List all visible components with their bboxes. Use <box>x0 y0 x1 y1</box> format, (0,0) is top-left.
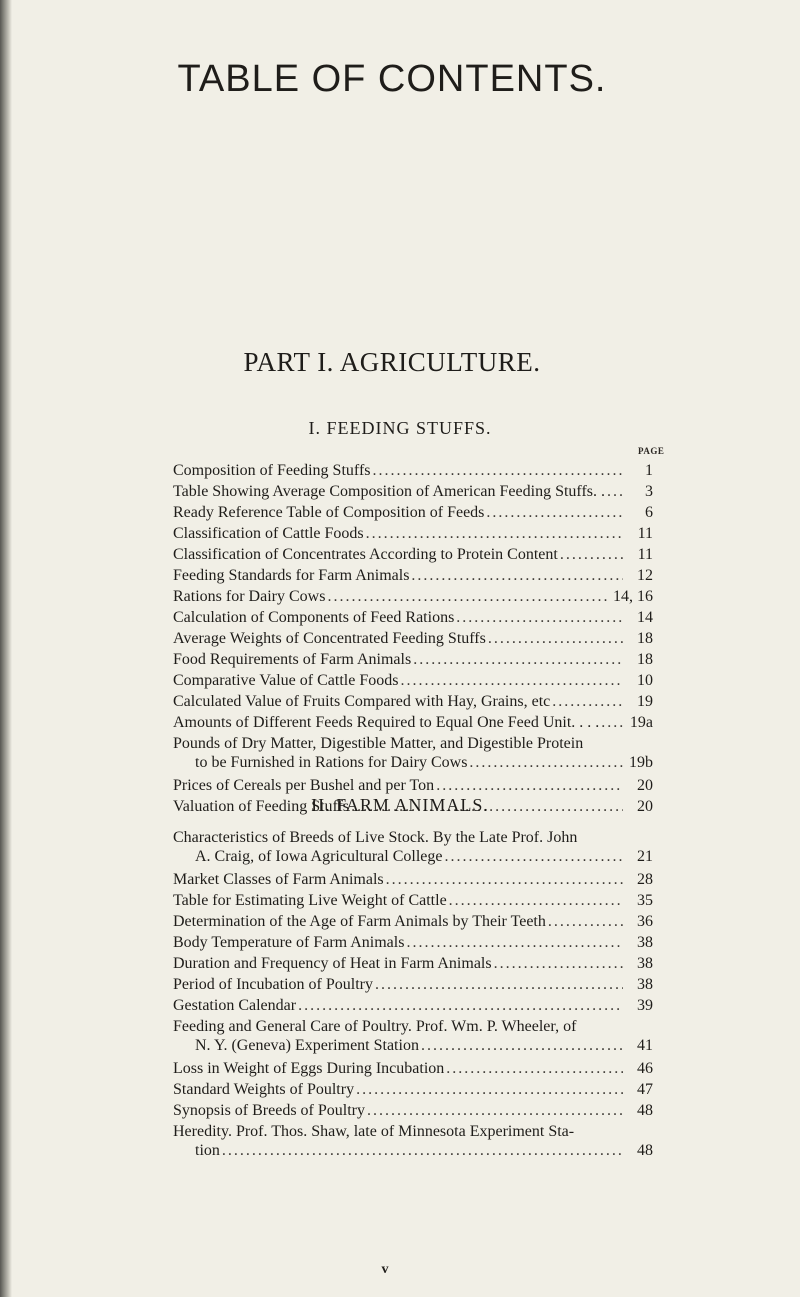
toc-entry <box>173 566 653 585</box>
dot-leader <box>449 891 623 910</box>
toc-entry-title: Heredity. Prof. Thos. Shaw, late of Minnesota Experiment Sta- <box>173 1123 575 1140</box>
toc-entry-title: Standard Weights of Poultry <box>173 1081 355 1098</box>
toc-entry-title: Comparative Value of Cattle Foods <box>173 672 399 689</box>
toc-entry-title: Period of Incubation of Poultry <box>173 976 373 993</box>
toc-entry-title-continued: to be Furnished in Rations for Dairy Cows <box>195 754 468 771</box>
dot-leader <box>367 1101 623 1120</box>
toc-entry-page: 38 <box>637 934 653 951</box>
toc-entry-title: Composition of Feeding Stuffs <box>173 462 371 479</box>
toc-entry-title: Valuation of Feeding Stuffs <box>173 798 350 815</box>
toc-entry <box>173 629 653 648</box>
dot-leader <box>386 870 623 889</box>
toc-entry-page: 3 <box>645 483 653 500</box>
toc-entry <box>173 776 653 795</box>
dot-leader <box>373 461 624 480</box>
toc-entry-title: Market Classes of Farm Animals <box>173 871 384 888</box>
toc-entry-page: 11 <box>637 546 653 563</box>
dot-leader <box>607 482 623 501</box>
toc-entry-page: 14, 16 <box>613 588 653 605</box>
page-number: v <box>381 1262 389 1277</box>
toc-entry <box>173 524 653 543</box>
binding-edge <box>0 0 12 1297</box>
toc-entry-page: 38 <box>637 976 653 993</box>
dot-leader <box>421 1036 623 1055</box>
toc-entry-title: Feeding and General Care of Poultry. Prof. Wm. P. Wheeler, of <box>173 1018 577 1035</box>
toc-entry <box>173 1080 653 1099</box>
toc-entry-title-continued: A. Craig, of Iowa Agricultural College <box>195 848 443 865</box>
toc-entry-title: Table Showing Average Composition of American Feeding Stuffs. . <box>173 483 606 500</box>
toc-entry-title: Amounts of Different Feeds Required to Equal One Feed Unit. . . . <box>173 714 600 731</box>
dot-leader <box>488 629 623 648</box>
toc-entry <box>173 1101 653 1120</box>
dot-leader <box>548 912 623 931</box>
toc-entry-page: 38 <box>637 955 653 972</box>
toc-entry-title: Synopsis of Breeds of Poultry <box>173 1102 365 1119</box>
toc-entry-page: 1 <box>645 462 653 479</box>
toc-entry <box>173 1122 653 1160</box>
dot-leader <box>436 776 623 795</box>
toc-entry-page: 11 <box>637 525 653 542</box>
dot-leader <box>356 1080 623 1099</box>
toc-entry <box>173 1017 653 1055</box>
dot-leader <box>446 1059 623 1078</box>
toc-entry-page: 18 <box>637 630 653 647</box>
toc-entry-page: 12 <box>637 567 653 584</box>
toc-entry-title: Loss in Weight of Eggs During Incubation <box>173 1060 445 1077</box>
section-heading-farm-animals: II. FARM ANIMALS. <box>311 795 489 815</box>
dot-leader <box>327 587 609 606</box>
part-heading: PART I. AGRICULTURE. <box>243 347 541 377</box>
toc-entry-title: Characteristics of Breeds of Live Stock. By the Late Prof. John <box>173 829 578 846</box>
toc-entry-title: Rations for Dairy Cows <box>173 588 326 605</box>
toc-entry-title: Ready Reference Table of Composition of Feeds <box>173 504 485 521</box>
dot-leader <box>411 566 623 585</box>
toc-entry-page: 6 <box>645 504 653 521</box>
toc-entry <box>173 545 653 564</box>
toc-entry-page: 41 <box>637 1037 653 1054</box>
toc-entry-title: Prices of Cereals per Bushel and per Ton <box>173 777 435 794</box>
toc-entry-title: Calculation of Components of Feed Rations <box>173 609 455 626</box>
page-column-label: PAGE <box>638 446 665 456</box>
toc-entry-page: 21 <box>637 848 653 865</box>
toc-entry-page: 48 <box>637 1102 653 1119</box>
toc-entry-page: 18 <box>637 651 653 668</box>
toc-entry-title: Determination of the Age of Farm Animals by Their Teeth <box>173 913 546 930</box>
dot-leader <box>560 545 623 564</box>
toc-entry-title: Duration and Frequency of Heat in Farm Animals <box>173 955 492 972</box>
dot-leader <box>486 503 623 522</box>
dot-leader <box>413 650 623 669</box>
toc-entry <box>173 933 653 952</box>
dot-leader <box>400 671 623 690</box>
toc-entry-page: 19b <box>629 754 653 771</box>
toc-entry-page: 10 <box>637 672 653 689</box>
dot-leader <box>222 1141 623 1160</box>
toc-entry <box>173 912 653 931</box>
toc-entry <box>173 671 653 690</box>
toc-entry <box>173 461 653 480</box>
toc-entry-title: Pounds of Dry Matter, Digestible Matter, and Digestible Protein <box>173 735 584 752</box>
toc-entry <box>173 1059 653 1078</box>
toc-entry <box>173 608 653 627</box>
section-heading-feeding-stuffs: I. FEEDING STUFFS. <box>308 418 492 438</box>
toc-entry <box>173 828 653 866</box>
dot-leader <box>469 753 623 772</box>
page-title: TABLE OF CONTENTS. <box>177 58 607 100</box>
dot-leader <box>456 608 623 627</box>
toc-entry-page: 28 <box>637 871 653 888</box>
toc-entry-page: 20 <box>637 798 653 815</box>
dot-leader <box>494 954 623 973</box>
toc-entry <box>173 713 653 732</box>
toc-entry <box>173 587 653 606</box>
toc-entry-title: Calculated Value of Fruits Compared with Hay, Grains, etc <box>173 693 551 710</box>
toc-entry-title-continued: tion <box>195 1142 220 1159</box>
dot-leader <box>366 524 623 543</box>
dot-leader <box>445 847 624 866</box>
dot-leader <box>406 933 623 952</box>
toc-entry <box>173 891 653 910</box>
toc-entry <box>173 692 653 711</box>
toc-entry <box>173 734 653 772</box>
toc-entry-page: 39 <box>637 997 653 1014</box>
toc-entry-title: Body Temperature of Farm Animals <box>173 934 405 951</box>
toc-entry <box>173 996 653 1015</box>
toc-entry-page: 46 <box>637 1060 653 1077</box>
toc-entry-page: 19 <box>637 693 653 710</box>
toc-entry <box>173 650 653 669</box>
toc-entry-title: Classification of Cattle Foods <box>173 525 364 542</box>
dot-leader <box>298 996 623 1015</box>
toc-entry <box>173 870 653 889</box>
toc-entry-page: 14 <box>637 609 653 626</box>
toc-entry-title: Classification of Concentrates According to Protein Content <box>173 546 558 563</box>
dot-leader <box>375 975 623 994</box>
toc-entry <box>173 954 653 973</box>
toc-entry-title: Average Weights of Concentrated Feeding Stuffs <box>173 630 486 647</box>
toc-entry-title-continued: N. Y. (Geneva) Experiment Station <box>195 1037 419 1054</box>
dot-leader <box>552 692 623 711</box>
toc-entry-page: 20 <box>637 777 653 794</box>
toc-entry-title: Gestation Calendar <box>173 997 297 1014</box>
toc-entry-page: 47 <box>637 1081 653 1098</box>
toc-entry-title: Table for Estimating Live Weight of Cattle <box>173 892 447 909</box>
toc-entry-page: 36 <box>637 913 653 930</box>
toc-entry <box>173 503 653 522</box>
toc-entry <box>173 975 653 994</box>
toc-entry-page: 48 <box>637 1142 653 1159</box>
toc-entry-title: Feeding Standards for Farm Animals <box>173 567 410 584</box>
toc-entry-page: 19a <box>629 714 653 731</box>
toc-entry-title: Food Requirements of Farm Animals <box>173 651 412 668</box>
toc-entry-page: 35 <box>637 892 653 909</box>
dot-leader <box>601 713 623 732</box>
toc-entry <box>173 482 653 501</box>
